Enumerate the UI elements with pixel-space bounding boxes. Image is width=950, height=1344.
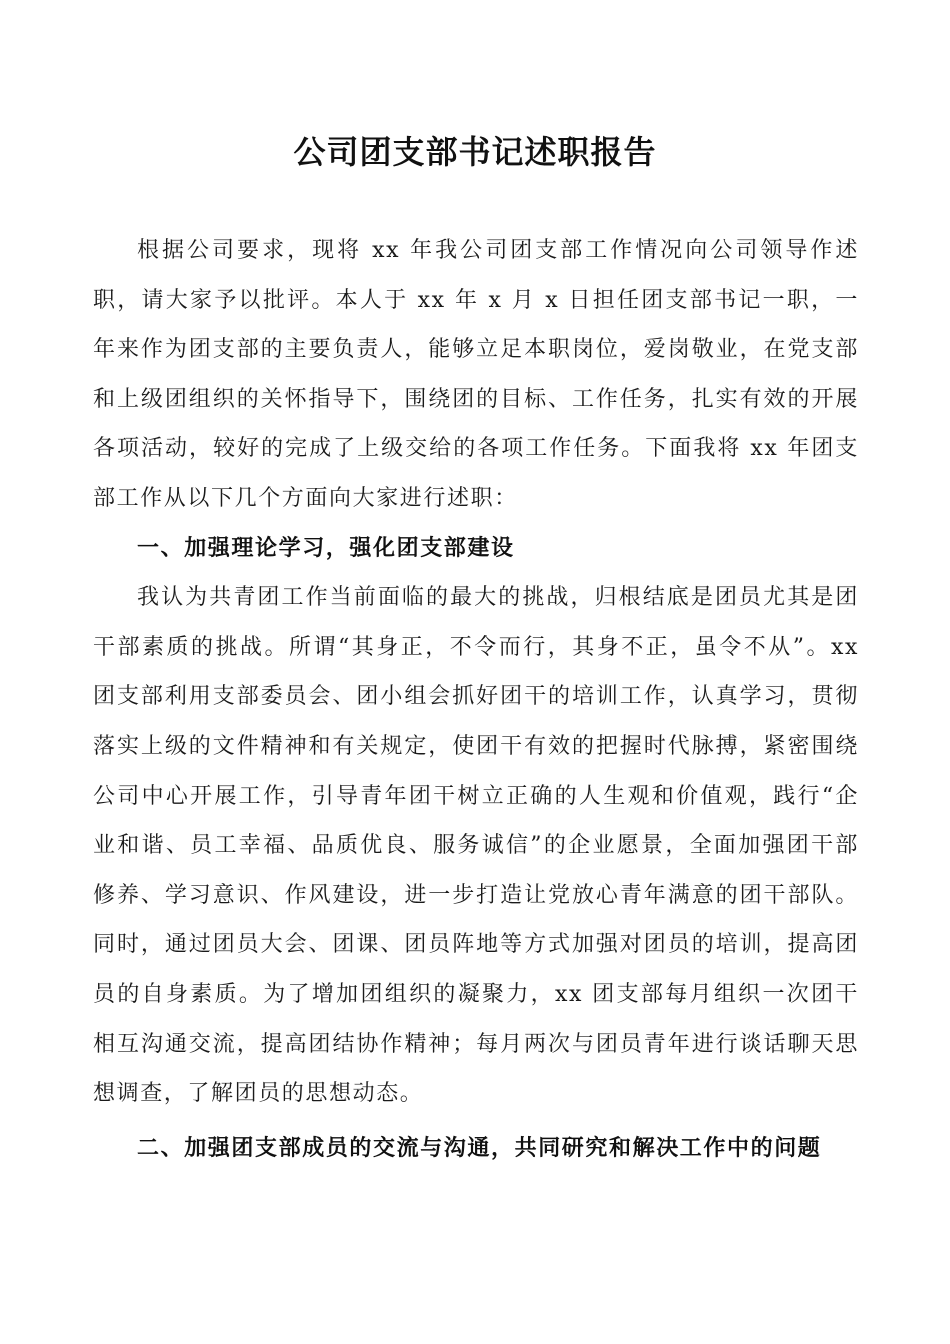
section-heading-2: 二、加强团支部成员的交流与沟通，共同研究和解决工作中的问题 xyxy=(137,1135,822,1161)
intro-paragraph: 根据公司要求，现将 xx 年我公司团支部工作情况向公司领导作述职，请大家予以批评。本人于 xx 年 x 月 x 日担任团支部书记一职，一年来作为团支部的主要负责人，能够立足本职岗位，爱岗敬业，在党支部和上级团组织的关怀指导下，围绕团的目标、工作任务，扎实有效的开展各项活动，较好的完成了上级交给的各项工作任务。下面我将 xx 年团支部工作从以下几个方面向大家进行述职： xyxy=(93,238,859,511)
document-body xyxy=(93,226,859,1175)
document-title: 公司团支部书记述职报告 xyxy=(293,133,657,171)
section-1-paragraph: 我认为共青团工作当前面临的最大的挑战，归根结底是团员尤其是团干部素质的挑战。所谓“其身正，不令而行，其身不正，虽令不从”。xx 团支部利用支部委员会、团小组会抓好团干的培训工作，认真学习，贯彻落实上级的文件精神和有关规定，使团干有效的把握时代脉搏，紧密围绕公司中心开展工作，引导青年团干树立正确的人生观和价值观，践行“企业和谐、员工幸福、品质优良、服务诚信”的企业愿景，全面加强团干部修养、学习意识、作风建设，进一步打造让党放心青年满意的团干部队。同时，通过团员大会、团课、团员阵地等方式加强对团员的培训，提高团员的自身素质。为了增加团组织的凝聚力，xx 团支部每月组织一次团干相互沟通交流，提高团结协作精神；每月两次与团员青年进行谈话聊天思想调查，了解团员的思想动态。 xyxy=(93,585,859,1107)
section-heading-1: 一、加强理论学习，强化团支部建设 xyxy=(137,535,515,561)
